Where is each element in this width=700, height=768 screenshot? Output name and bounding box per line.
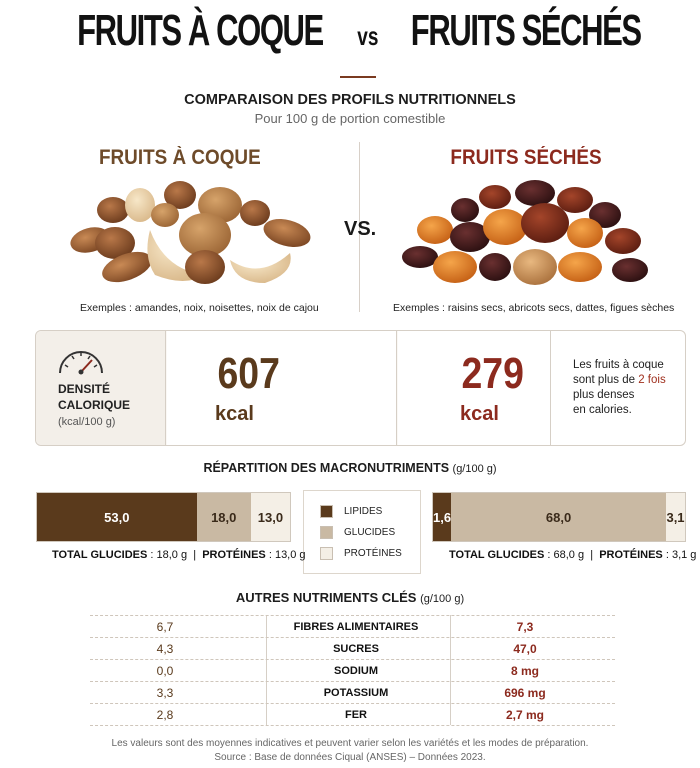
other-nutrients-title: AUTRES NUTRIMENTS CLÉS (g/100 g)	[235, 590, 465, 605]
table-row: 0,0 SODIUM 8 mg	[90, 660, 615, 682]
density-unit: (kcal/100 g)	[58, 416, 116, 428]
dried-column-title: FRUITS SÉCHÉS	[450, 146, 602, 169]
dried-totals: TOTAL GLUCIDES : 68,0 g | PROTÉINES : 3,1 g	[449, 549, 697, 561]
nuts-kcal-value: 607	[217, 349, 280, 398]
subtitle: COMPARAISON DES PROFILS NUTRITIONNELS	[184, 92, 516, 108]
dried-macro-bar	[432, 492, 686, 542]
nuts-totals: TOTAL GLUCIDES : 18,0 g | PROTÉINES : 13,0 g	[52, 549, 306, 561]
legend-proteines: PROTÉINES	[320, 543, 420, 564]
nuts-density-cell	[167, 331, 397, 445]
macro-legend	[303, 490, 421, 574]
dried-proteines-segment: 3,1	[666, 493, 685, 541]
footnote-source: Source : Base de données Ciqual (ANSES) – Données 2023.	[214, 752, 486, 763]
dried-kcal-value: 279	[461, 349, 524, 398]
title-vs: vs	[357, 21, 379, 51]
legend-lipides: LIPIDES	[320, 501, 420, 522]
lipides-swatch	[320, 505, 333, 518]
nuts-glucides-segment: 18,0	[197, 493, 251, 541]
density-label-cell	[36, 331, 166, 445]
nutrients-table	[90, 615, 615, 726]
footnote	[0, 737, 700, 765]
dried-density-cell	[398, 331, 550, 445]
vs-label: VS.	[344, 218, 377, 240]
legend-glucides: GLUCIDES	[320, 522, 420, 543]
macros-title: RÉPARTITION DES MACRONUTRIMENTS (g/100 g)	[203, 461, 497, 475]
footnote-disclaimer: Les valeurs sont des moyennes indicatives et peuvent varier selon les variétés et les modes de préparation.	[111, 738, 589, 749]
caloric-density-panel	[35, 330, 686, 446]
subtitle-portion: Pour 100 g de portion comestible	[254, 111, 446, 126]
table-row: 2,8 FER 2,7 mg	[90, 704, 615, 726]
dried-fruits-image	[395, 175, 655, 295]
table-row: 3,3 POTASSIUM 696 mg	[90, 682, 615, 704]
nuts-kcal-unit: kcal	[215, 403, 254, 425]
density-title: DENSITÉ CALORIQUE	[58, 382, 130, 412]
nuts-column-title: FRUITS À COQUE	[98, 146, 261, 169]
density-note-highlight: 2 fois	[638, 374, 666, 386]
nuts-macro-bar	[36, 492, 291, 542]
nuts-proteines-segment: 13,0	[251, 493, 290, 541]
dried-glucides-segment: 68,0	[451, 493, 666, 541]
gauge-icon	[56, 345, 106, 377]
nuts-lipides-segment: 53,0	[37, 493, 197, 541]
glucides-swatch	[320, 526, 333, 539]
table-row: 4,3 SUCRES 47,0	[90, 638, 615, 660]
density-note-cell	[550, 331, 685, 445]
density-note: Les fruits à coque sont plus de 2 fois plus denses en calories.	[573, 359, 666, 416]
title-left: FRUITS À COQUE	[77, 6, 323, 55]
table-row: 6,7 FIBRES ALIMENTAIRES 7,3	[90, 616, 615, 638]
main-title	[0, 6, 700, 56]
proteines-swatch	[320, 547, 333, 560]
nuts-image	[55, 175, 315, 295]
dried-lipides-segment: 1,6	[433, 493, 451, 541]
title-right: FRUITS SÉCHÉS	[411, 6, 641, 55]
dried-kcal-unit: kcal	[460, 403, 499, 425]
title-divider	[340, 76, 376, 78]
dried-examples: Exemples : raisins secs, abricots secs, dattes, figues sèches	[393, 302, 675, 314]
nuts-examples: Exemples : amandes, noix, noisettes, noix de cajou	[80, 302, 319, 314]
